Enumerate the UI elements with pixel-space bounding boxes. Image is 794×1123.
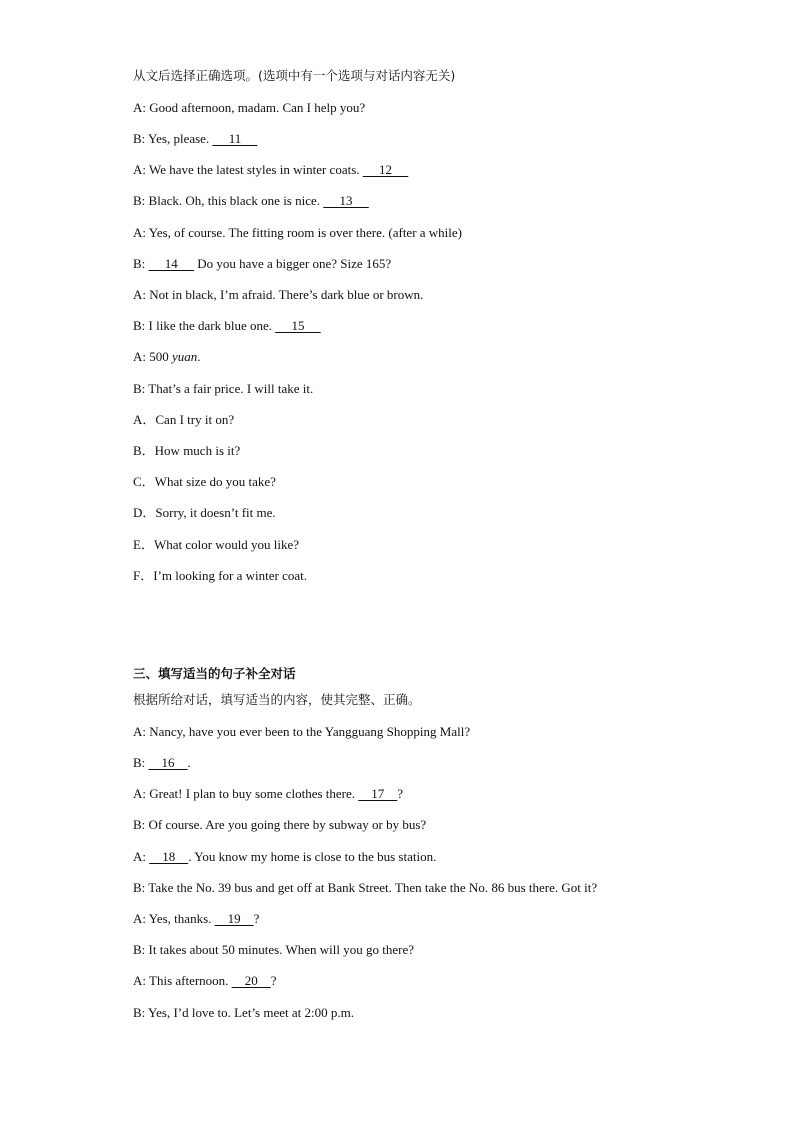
dialogue-text: . xyxy=(187,755,191,770)
dialogue-text: B: xyxy=(133,256,149,271)
answer-blank-17[interactable]: 17 xyxy=(358,786,398,801)
dialogue-text: A: Yes, of course. The fitting room is over there. (after a while) xyxy=(133,225,463,240)
dialogue-text: ? xyxy=(253,911,260,926)
answer-blank-18[interactable]: 18 xyxy=(149,849,189,864)
dialogue-text: B: xyxy=(133,755,149,770)
dialogue-line xyxy=(133,131,257,147)
dialogue-text: B: Black. Oh, this black one is nice. xyxy=(133,193,324,208)
answer-blank-13[interactable]: 13 xyxy=(323,193,369,208)
dialogue-line xyxy=(133,287,423,303)
answer-blank-14[interactable]: 14 xyxy=(148,256,195,271)
dialogue-line xyxy=(133,973,276,989)
dialogue-line xyxy=(133,225,462,241)
option-b: B．How much is it? xyxy=(133,443,241,458)
dialogue-text: A: Great! I plan to buy some clothes there. xyxy=(133,786,359,801)
dialogue-text: B: Yes, I’d love to. Let’s meet at 2:00 p.m. xyxy=(133,1005,354,1020)
dialogue-text: . xyxy=(197,349,201,364)
dialogue-text: . You know my home is close to the bus station. xyxy=(188,849,437,864)
dialogue-text: ? xyxy=(270,973,277,988)
dialogue-text: A: We have the latest styles in winter coats. xyxy=(133,162,363,177)
dialogue-line xyxy=(133,911,259,927)
section3-title: 三、填写适当的句子补全对话 xyxy=(133,666,296,681)
option-e: E．What color would you like? xyxy=(133,537,300,552)
dialogue-line xyxy=(133,1005,354,1021)
section3-instruction: 根据所给对话，填写适当的内容，使其完整、正确。 xyxy=(133,692,421,707)
option-d: D．Sorry, it doesn’t fit me. xyxy=(133,505,276,520)
dialogue-line xyxy=(133,256,391,272)
option-a: A．Can I try it on? xyxy=(133,412,235,427)
option-f: F．I’m looking for a winter coat. xyxy=(133,568,308,583)
dialogue-line xyxy=(133,817,426,833)
dialogue-text: A: Nancy, have you ever been to the Yangguang Shopping Mall? xyxy=(133,724,471,739)
dialogue-text: B: Yes, please. xyxy=(133,131,213,146)
dialogue-line xyxy=(133,849,436,865)
dialogue-line xyxy=(133,755,191,771)
dialogue-text: B: It takes about 50 minutes. When will you go there? xyxy=(133,942,415,957)
dialogue-text: A: This afternoon. xyxy=(133,973,232,988)
dialogue-line xyxy=(133,349,201,365)
answer-blank-15[interactable]: 15 xyxy=(275,318,321,333)
dialogue-text: A: 500 xyxy=(133,349,172,364)
answer-blank-12[interactable]: 12 xyxy=(362,162,409,177)
answer-blank-11[interactable]: 11 xyxy=(212,131,258,146)
answer-blank-16[interactable]: 16 xyxy=(148,755,188,770)
dialogue-text: A: Good afternoon, madam. Can I help you? xyxy=(133,100,366,115)
dialogue-line xyxy=(133,724,470,740)
section2-instruction: 从文后选择正确选项。(选项中有一个选项与对话内容无关) xyxy=(133,68,456,83)
dialogue-line xyxy=(133,786,403,802)
dialogue-text: A: xyxy=(133,849,150,864)
answer-blank-19[interactable]: 19 xyxy=(214,911,254,926)
dialogue-text: B: Take the No. 39 bus and get off at Bank Street. Then take the No. 86 bus there. Got it? xyxy=(133,880,598,895)
dialogue-text: A: Not in black, I’m afraid. There’s dark blue or brown. xyxy=(133,287,424,302)
dialogue-line xyxy=(133,100,365,116)
dialogue-line xyxy=(133,193,369,209)
dialogue-line xyxy=(133,318,321,334)
dialogue-line xyxy=(133,381,313,397)
answer-blank-20[interactable]: 20 xyxy=(231,973,271,988)
dialogue-line xyxy=(133,880,597,896)
dialogue-text: Do you have a bigger one? Size 165? xyxy=(194,256,392,271)
dialogue-text: B: Of course. Are you going there by subway or by bus? xyxy=(133,817,427,832)
option-c: C．What size do you take? xyxy=(133,474,276,489)
dialogue-text: ? xyxy=(397,786,404,801)
dialogue-line xyxy=(133,942,414,958)
dialogue-text: B: I like the dark blue one. xyxy=(133,318,276,333)
dialogue-text: B: That’s a fair price. I will take it. xyxy=(133,381,314,396)
dialogue-text: A: Yes, thanks. xyxy=(133,911,215,926)
dialogue-italic-word: yuan xyxy=(172,349,198,364)
dialogue-line xyxy=(133,162,408,178)
